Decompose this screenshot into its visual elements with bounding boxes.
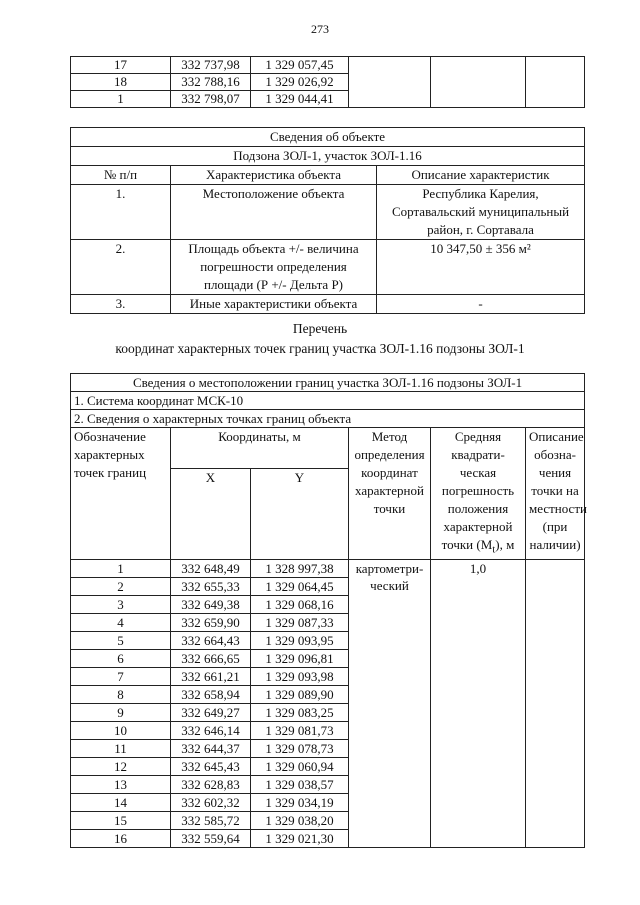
coord-x: 332 602,32 (171, 793, 251, 811)
point-number: 2 (71, 577, 171, 595)
point-number: 17 (71, 57, 171, 74)
header-error-unit: ), м (495, 537, 515, 552)
row-characteristic: Иные характеристики объекта (171, 295, 377, 314)
row-number: 3. (71, 295, 171, 314)
list-title-line1: Перечень (292, 321, 348, 336)
coord-y: 1 328 997,38 (251, 559, 349, 577)
table-row (71, 559, 585, 577)
coord-y: 1 329 083,25 (251, 703, 349, 721)
header-coordinates: Координаты, м (171, 428, 349, 469)
header-characteristic: Характеристика объекта (171, 166, 377, 185)
coord-y: 1 329 093,95 (251, 631, 349, 649)
coord-y: 1 329 068,16 (251, 595, 349, 613)
points-section-title: 2. Сведения о характерных точках границ объекта (71, 410, 585, 428)
point-number: 6 (71, 649, 171, 667)
row-characteristic: Местоположение объекта (171, 185, 377, 240)
coord-y: 1 329 060,94 (251, 757, 349, 775)
header-error-subscript: t (492, 543, 496, 556)
coord-x: 332 645,43 (171, 757, 251, 775)
point-description-value (526, 559, 585, 847)
coord-x: 332 628,83 (171, 775, 251, 793)
coord-x: 332 646,14 (171, 721, 251, 739)
coord-x: 332 737,98 (171, 57, 251, 74)
point-number: 18 (71, 74, 171, 91)
error-cell (431, 57, 526, 108)
error-value: 1,0 (431, 559, 526, 847)
description-cell (526, 57, 585, 108)
list-title-line2: координат характерных точек границ участка ЗОЛ-1.16 подзоны ЗОЛ-1 (115, 341, 525, 356)
coord-y: 1 329 038,57 (251, 775, 349, 793)
header-designation: Обозначение характерных точек границ (71, 428, 171, 560)
point-number: 5 (71, 631, 171, 649)
coord-x: 332 788,16 (171, 74, 251, 91)
point-number: 7 (71, 667, 171, 685)
coord-x: 332 644,37 (171, 739, 251, 757)
coord-y: 1 329 087,33 (251, 613, 349, 631)
coord-y: 1 329 038,20 (251, 811, 349, 829)
object-info-title: Сведения об объекте (71, 128, 585, 147)
header-error-text: Средняя квадрати-ческая погрешность положения характерной точки (M (441, 429, 515, 552)
coord-y: 1 329 081,73 (251, 721, 349, 739)
coord-y: 1 329 026,92 (251, 74, 349, 91)
point-number: 14 (71, 793, 171, 811)
header-number: № п/п (71, 166, 171, 185)
header-error (431, 428, 526, 560)
coord-y: 1 329 044,41 (251, 91, 349, 108)
table-row (71, 295, 585, 314)
table-row (71, 240, 585, 295)
row-characteristic: Площадь объекта +/- величина погрешности определения площади (Р +/- Дельта Р) (171, 240, 377, 295)
point-number: 4 (71, 613, 171, 631)
coord-y: 1 329 093,98 (251, 667, 349, 685)
point-number: 8 (71, 685, 171, 703)
point-number: 13 (71, 775, 171, 793)
coord-y: 1 329 096,81 (251, 649, 349, 667)
coord-x: 332 664,43 (171, 631, 251, 649)
header-method: Метод определения координат характерной точки (349, 428, 431, 560)
row-value: 10 347,50 ± 356 м² (377, 240, 585, 295)
coord-x: 332 649,38 (171, 595, 251, 613)
point-number: 10 (71, 721, 171, 739)
coord-x: 332 666,65 (171, 649, 251, 667)
header-y: Y (251, 468, 349, 559)
coord-y: 1 329 064,45 (251, 577, 349, 595)
boundaries-title: Сведения о местоположении границ участка ЗОЛ-1.16 подзоны ЗОЛ-1 (71, 374, 585, 392)
coord-x: 332 648,49 (171, 559, 251, 577)
row-value: Республика Карелия, Сортавальский муниципальный район, г. Сортавала (377, 185, 585, 240)
row-value: - (377, 295, 585, 314)
list-title (0, 319, 640, 359)
coord-y: 1 329 034,19 (251, 793, 349, 811)
table-row (71, 185, 585, 240)
object-info-table (70, 127, 585, 314)
object-info-subtitle: Подзона ЗОЛ-1, участок ЗОЛ-1.16 (71, 147, 585, 166)
point-number: 1 (71, 91, 171, 108)
coord-y: 1 329 078,73 (251, 739, 349, 757)
table-header-row (71, 428, 585, 469)
table-header-row (71, 166, 585, 185)
row-number: 1. (71, 185, 171, 240)
top-coordinates-table (70, 56, 585, 108)
point-number: 15 (71, 811, 171, 829)
header-description: Описание характеристик (377, 166, 585, 185)
page-number: 273 (311, 22, 329, 36)
method-cell (349, 57, 431, 108)
point-number: 1 (71, 559, 171, 577)
header-point-description: Описание обозна-чения точки на местности (при наличии) (526, 428, 585, 560)
coordinate-system: 1. Система координат МСК-10 (71, 392, 585, 410)
boundary-points-table (70, 373, 585, 848)
point-number: 11 (71, 739, 171, 757)
table-row (71, 57, 585, 74)
coord-x: 332 585,72 (171, 811, 251, 829)
point-number: 16 (71, 829, 171, 847)
point-number: 3 (71, 595, 171, 613)
coord-y: 1 329 057,45 (251, 57, 349, 74)
coord-x: 332 559,64 (171, 829, 251, 847)
coord-y: 1 329 021,30 (251, 829, 349, 847)
coord-x: 332 659,90 (171, 613, 251, 631)
coord-y: 1 329 089,90 (251, 685, 349, 703)
point-number: 12 (71, 757, 171, 775)
method-value: картометри-ческий (349, 559, 431, 847)
coord-x: 332 661,21 (171, 667, 251, 685)
coord-x: 332 649,27 (171, 703, 251, 721)
coord-x: 332 658,94 (171, 685, 251, 703)
coord-x: 332 655,33 (171, 577, 251, 595)
row-number: 2. (71, 240, 171, 295)
header-x: X (171, 468, 251, 559)
coord-x: 332 798,07 (171, 91, 251, 108)
point-number: 9 (71, 703, 171, 721)
